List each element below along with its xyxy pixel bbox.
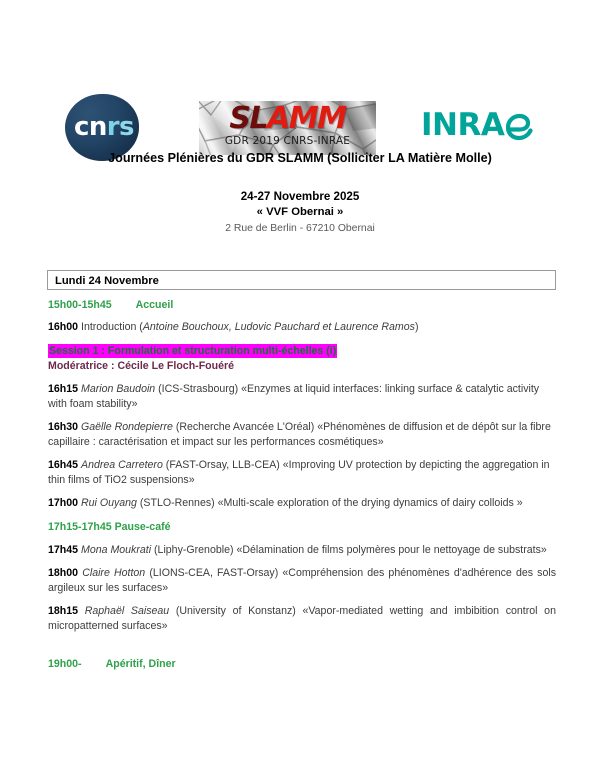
talk-time: 16h30 — [48, 421, 79, 433]
session-moderator: Modératrice : Cécile Le Floch-Fouéré — [48, 360, 235, 372]
welcome-label: Accueil — [135, 299, 174, 311]
talk-title: «Vapor-mediated wetting and imbibition control on micropatterned surfaces» — [48, 605, 556, 632]
cnrs-letter-c: c — [74, 112, 89, 142]
introduction-time: 16h00 — [48, 321, 79, 333]
schedule-item-dinner — [48, 642, 556, 678]
schedule-list — [48, 297, 556, 678]
dinner-time: 19h00- — [48, 658, 82, 670]
talk-title: «Improving UV protection by depicting the aggregation in thin films of TiO2 suspensions» — [48, 459, 550, 486]
talk-time: 16h45 — [48, 459, 79, 471]
day-header-box — [47, 270, 556, 290]
talk-time: 18h15 — [48, 605, 79, 617]
page-title: Journées Plénières du GDR SLAMM (Solliciter LA Matière Molle) — [108, 151, 492, 165]
cnrs-wordmark — [74, 113, 134, 141]
talk-title: «Enzymes at liquid interfaces: linking surface & catalytic activity with foam stability» — [48, 383, 540, 410]
talk-speaker: Andrea Carretero — [81, 459, 163, 471]
inrae-logo — [421, 107, 537, 147]
talk-affiliation: (LIONS-CEA, FAST-Orsay) — [145, 567, 283, 579]
talk-affiliation: (University of Konstanz) — [169, 605, 303, 617]
welcome-time: 15h00-15h45 — [48, 299, 112, 311]
talk-time: 17h45 — [48, 544, 79, 556]
introduction-label: Introduction ( — [81, 321, 143, 333]
schedule-item-welcome — [48, 297, 556, 319]
talk-speaker: Claire Hotton — [82, 567, 146, 579]
talk-affiliation: (Liphy-Grenoble) — [151, 544, 237, 556]
cnrs-letter-n: n — [88, 112, 107, 142]
talk-row — [48, 382, 556, 420]
inrae-loop-icon — [504, 112, 534, 140]
talk-affiliation: (ICS-Strasbourg) — [155, 383, 242, 395]
cnrs-letter-s: s — [118, 112, 134, 142]
talk-title: «Délamination de films polymères pour le nettoyage de substrats» — [236, 544, 547, 556]
dinner-label: Apéritif, Dîner — [105, 658, 176, 670]
event-address: 2 Rue de Berlin - 67210 Obernai — [225, 223, 375, 234]
talk-title: «Phénomènes de diffusion et de dépôt sur la fibre capillaire : caractérisation et impact sur les performances cosmétiques» — [48, 421, 551, 448]
talk-row — [48, 566, 556, 604]
talk-row — [48, 496, 556, 519]
talk-affiliation: (FAST-Orsay, LLB-CEA) — [162, 459, 283, 471]
talk-row — [48, 420, 556, 458]
talk-speaker: Mona Moukrati — [81, 544, 152, 556]
day-header-label: Lundi 24 Novembre — [55, 275, 159, 287]
introduction-speakers: Antoine Bouchoux, Ludovic Pauchard et Laurence Ramos — [142, 321, 415, 333]
session-title — [48, 344, 556, 358]
coffee-break-label: Pause-café — [114, 521, 171, 533]
talk-row — [48, 458, 556, 496]
schedule-item-introduction — [48, 319, 556, 344]
talk-title: «Compréhension des phénomènes d'adhérence des sols argileux sur les surfaces» — [48, 567, 556, 594]
talk-title: «Multi-scale exploration of the drying dynamics of dairy colloids » — [217, 497, 523, 509]
slamm-subtitle: GDR 2019 CNRS-INRAE — [224, 135, 351, 147]
session-title-text: Session 1 : Formulation et structuration multi-échelles (i) — [49, 345, 337, 357]
slamm-wordmark — [204, 102, 371, 135]
talk-speaker: Marion Baudoin — [81, 383, 156, 395]
schedule-item-coffee-break — [48, 519, 556, 543]
logo-band — [0, 44, 600, 147]
talk-time: 18h00 — [48, 567, 79, 579]
talk-row — [48, 604, 556, 642]
introduction-label-end: ) — [414, 321, 419, 333]
slamm-logo — [199, 101, 376, 155]
cnrs-letter-r: r — [106, 112, 119, 142]
talk-affiliation: (STLO-Rennes) — [136, 497, 218, 509]
event-dates: 24-27 Novembre 2025 — [240, 190, 360, 203]
talk-affiliation: (Recherche Avancée L'Oréal) — [172, 421, 318, 433]
talk-time: 16h15 — [48, 383, 79, 395]
inrae-wordmark: INRA — [421, 107, 505, 143]
talk-speaker: Gaëlle Rondepierre — [81, 421, 173, 433]
slamm-word-dark: SL — [229, 101, 268, 136]
slamm-word-light: AMM — [267, 101, 346, 136]
talk-time: 17h00 — [48, 497, 79, 509]
talk-speaker: Raphaël Saiseau — [84, 605, 170, 617]
talk-row — [48, 543, 556, 566]
coffee-break-time: 17h15-17h45 — [48, 521, 112, 533]
talk-speaker: Rui Ouyang — [81, 497, 137, 509]
event-venue: « VVF Obernai » — [256, 206, 344, 218]
